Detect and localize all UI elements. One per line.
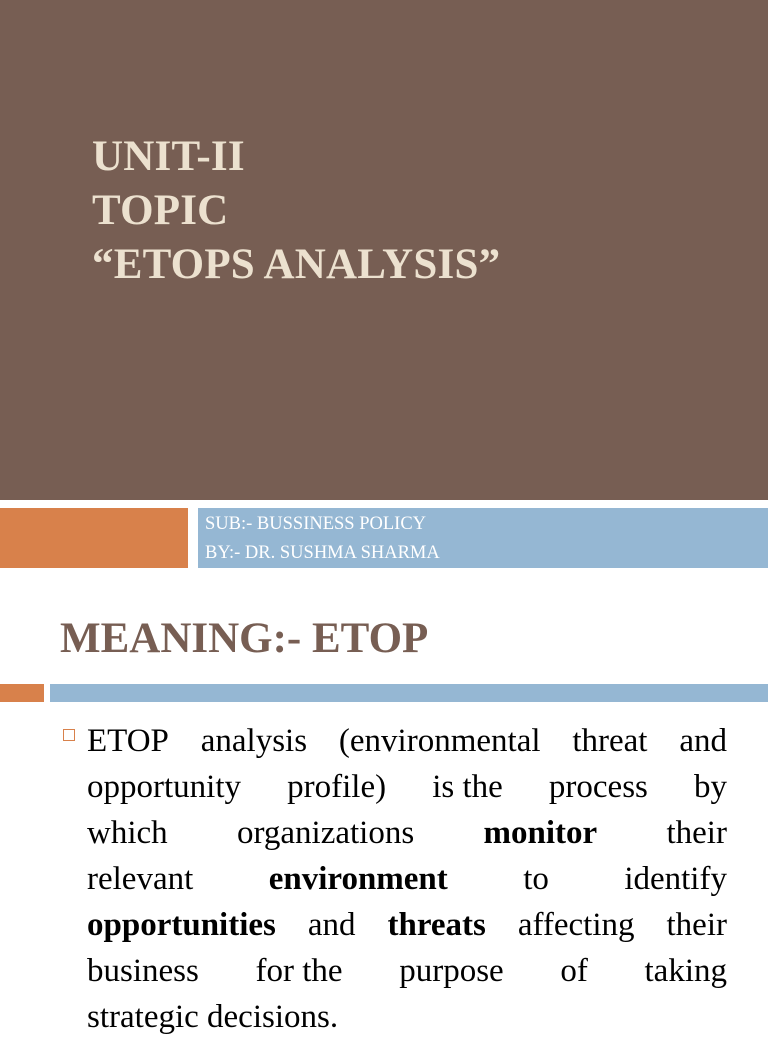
paragraph-line [87, 994, 727, 1040]
title-line-etops: “ETOPS ANALYSIS” [92, 241, 501, 288]
emphasized-word: threats [387, 907, 486, 943]
word: opportunity [87, 769, 241, 805]
word: analysis [200, 723, 308, 759]
word: affecting [517, 907, 635, 943]
heading-rule-accent [0, 684, 44, 702]
word: threat [572, 723, 648, 759]
emphasized-word: monitor [483, 815, 598, 851]
title-line-unit: UNIT-II [92, 133, 245, 180]
word: process [548, 769, 648, 805]
slide-subtitle [205, 510, 440, 568]
word: and [307, 907, 356, 943]
word: ETOP [87, 723, 169, 759]
word: taking [644, 953, 727, 989]
paragraph-line [87, 902, 727, 948]
heading-rule [50, 684, 768, 702]
word: business [87, 953, 199, 989]
paragraph-line [87, 810, 727, 856]
word: strategic [87, 999, 199, 1035]
paragraph-line [87, 764, 727, 810]
word: which [87, 815, 168, 851]
title-line-topic: TOPIC [92, 187, 229, 234]
word: of [560, 953, 588, 989]
word: their [666, 815, 727, 851]
word: profile) [287, 769, 387, 805]
subtitle-subject: SUB:- BUSSINESS POLICY [205, 514, 427, 534]
word: to [523, 861, 549, 897]
word: decisions. [207, 999, 339, 1035]
word: identify [624, 861, 727, 897]
emphasized-word: environment [268, 861, 448, 897]
word: by [694, 769, 727, 805]
word: is the [432, 769, 503, 805]
paragraph-line [87, 856, 727, 902]
slide-heading: MEANING:- ETOP [60, 615, 429, 662]
word: for the [255, 953, 343, 989]
word: their [666, 907, 727, 943]
word: organizations [236, 815, 415, 851]
slide-title [92, 130, 500, 292]
word: and [679, 723, 727, 759]
square-bullet-icon [63, 729, 75, 741]
paragraph-line [87, 718, 727, 764]
bullet-paragraph [87, 718, 727, 1040]
subtitle-accent-orange [0, 508, 188, 568]
word: relevant [87, 861, 194, 897]
emphasized-word: opportunities [87, 907, 276, 943]
word: (environmental [338, 723, 541, 759]
word: purpose [399, 953, 504, 989]
subtitle-author: BY:- DR. SUSHMA SHARMA [205, 543, 440, 563]
paragraph-line [87, 948, 727, 994]
